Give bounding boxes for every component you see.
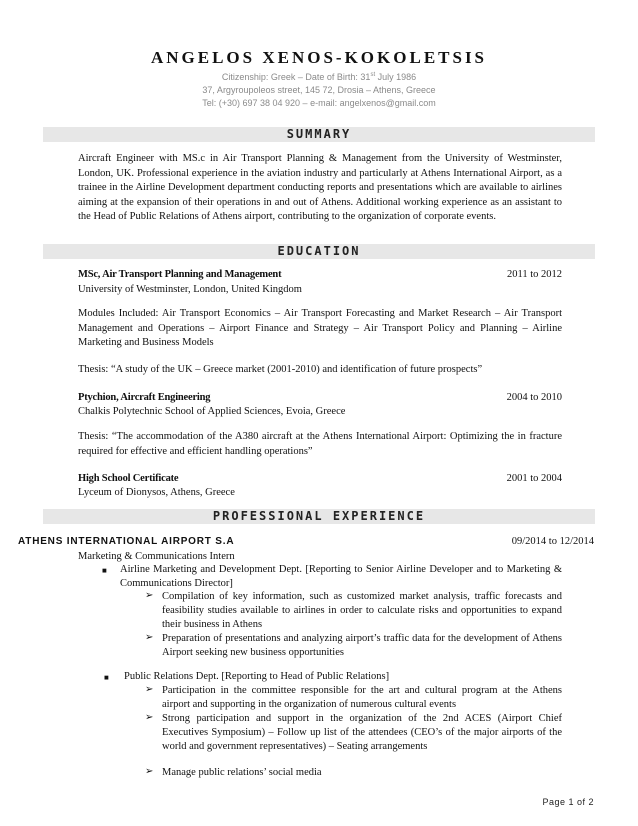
degree-school: Chalkis Polytechnic School of Applied Sciences, Evoia, Greece [78,406,346,417]
citizenship-sup: st [370,72,376,78]
degree-title: MSc, Air Transport Planning and Management [78,269,282,280]
citizenship-line [0,72,638,82]
job-role: Marketing & Communications Intern [78,551,235,562]
candidate-name: ANGELOS XENOS-KOKOLETSIS [150,48,488,67]
degree-school: University of Westminster, London, United Kingdom [78,284,302,295]
citizenship-text-a: Citizenship: Greek – Date of Birth: 31 [221,72,371,82]
citizenship-text-b: July 1986 [375,72,417,82]
page-number: Page 1 of 2 [542,797,594,807]
company-date: 09/2014 to 12/2014 [511,536,594,547]
section-header-experience: PROFESSIONAL EXPERIENCE [43,509,595,524]
degree-modules: Modules Included: Air Transport Economics – Air Transport Forecasting and Market Research – Air Transport Management and Operations – Airport Finance and Strategy – Air Transport Policy and Planning – Airline Marketing and Business Models [78,308,562,348]
dept-airline-marketing: Airline Marketing and Development Dept. [Reporting to Senior Airline Developer and to Marketing & Communications Director] [120,564,562,589]
arrow-bullet-icon: ➢ [145,632,154,643]
summary-text: Aircraft Engineer with MS.c in Air Transport Planning & Management from the University of Westminster, London, UK. Professional experience in the aviation industry and particularly at Athens International Airport, as a trainee in the Airline Development department conducting reports and presentations which are available to airlines aiming at the expansion of their operations in and out of Athens. Additional working experience as an assistant to the Head of Public Relations of Athens airport, contributing to the organization of corporate events. [78,153,562,222]
degree-thesis: Thesis: “A study of the UK – Greece market (2001-2010) and identification of future prospects” [78,364,483,375]
dept2-item: Manage public relations’ social media [162,767,322,778]
arrow-bullet-icon: ➢ [145,684,154,695]
arrow-bullet-icon: ➢ [145,590,154,601]
arrow-bullet-icon: ➢ [145,712,154,723]
degree-school: Lyceum of Dionysos, Athens, Greece [78,487,235,498]
dept1-item: Compilation of key information, such as customized market analysis, traffic forecasts and feasibility studies available to airlines in order to calculate risks and opportunities to expand their business in Athens [162,591,562,630]
degree-date: 2011 to 2012 [506,269,562,280]
degree-date: 2004 to 2010 [506,392,562,403]
dept2-item: Strong participation and support in the organization of the 2nd ACES (Airport Chief Executives Symposium) – Follow up list of the attendees (CEO’s of the major airports of the world and government representatives) – Seating arrangements [162,713,562,752]
square-bullet-icon: ■ [102,566,107,575]
dept1-item: Preparation of presentations and analyzing airport’s traffic data for the development of Athens Airport seeking new business opportunities [162,633,562,658]
dept-public-relations: Public Relations Dept. [Reporting to Head of Public Relations] [124,671,390,682]
address-line: 37, Argyroupoleos street, 145 72, Drosia – Athens, Greece [202,85,436,95]
education-entry-highschool [78,472,562,486]
dept2-item: Participation in the committee responsible for the art and cultural program at the Athens airport and supporting in the organization of numerous cultural events [162,685,562,710]
degree-thesis: Thesis: “The accommodation of the A380 aircraft at the Athens International Airport: Optimizing the in fracture required for effective and efficient handling operations” [78,431,562,457]
contact-line: Tel: (+30) 697 38 04 920 – e-mail: angelxenos@gmail.com [202,98,436,108]
square-bullet-icon: ■ [104,673,109,682]
degree-date: 2001 to 2004 [506,473,562,484]
company-name: ATHENS INTERNATIONAL AIRPORT S.A [18,536,235,547]
arrow-bullet-icon: ➢ [145,766,154,777]
degree-title: High School Certificate [78,473,179,484]
education-entry-msc [78,268,562,282]
section-header-summary: SUMMARY [43,127,595,142]
degree-title: Ptychion, Aircraft Engineering [78,392,211,403]
education-entry-ptychion [78,391,562,405]
section-header-education: EDUCATION [43,244,595,259]
